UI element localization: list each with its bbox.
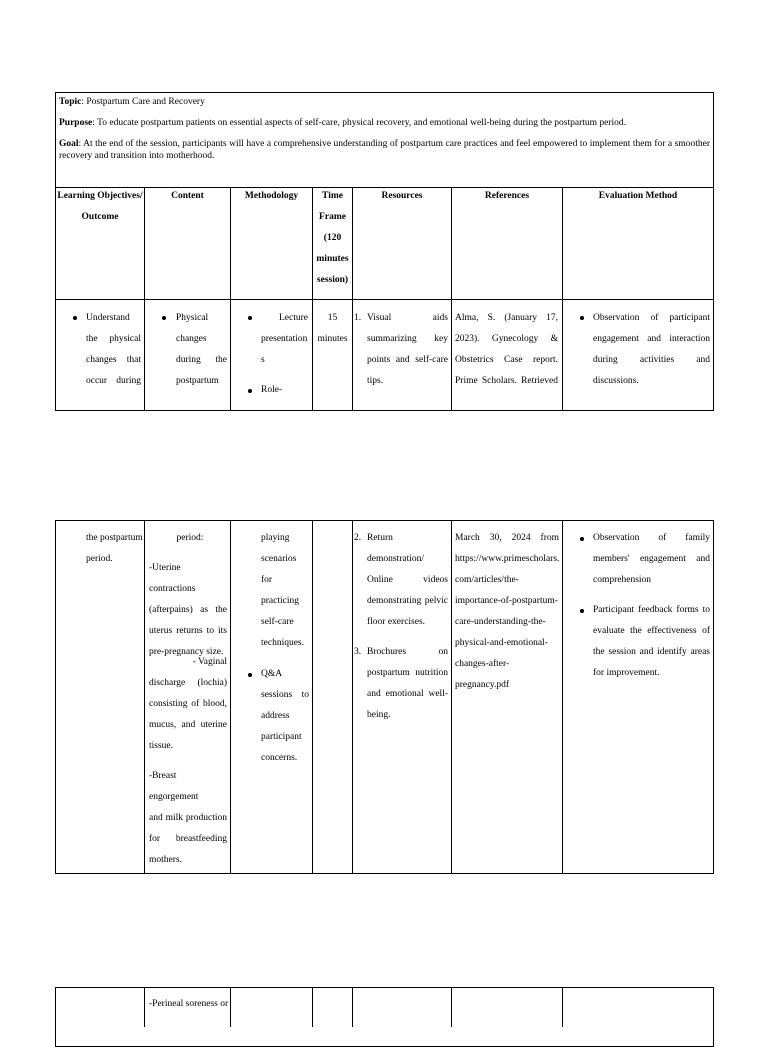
- col-header-methodology: Methodology: [244, 191, 299, 201]
- methodology-text: Lecture presentation s: [261, 313, 308, 365]
- purpose-label: Purpose: [59, 118, 93, 128]
- objective-text-cont: the postpartum period.: [86, 533, 143, 564]
- topic-text: : Postpartum Care and Recovery: [81, 97, 205, 107]
- reference-text: Alma, S. (January 17, 2023). Gynecology & Obstetrics Case report. Prime Scholars. Retrieved: [455, 313, 558, 386]
- resource-text: Visual aids summarizing key points and self-care tips.: [367, 313, 448, 386]
- evaluation-family: Observation of family members' engagement and comprehension: [593, 533, 710, 585]
- evaluation-feedback: Participant feedback forms to evaluate the effectiveness of the session and identify areas for improvement.: [593, 605, 710, 678]
- bullet-icon: [580, 537, 584, 541]
- resource-number: 3.: [354, 647, 362, 657]
- bullet-icon: [73, 316, 77, 320]
- content-perineal: -Perineal soreness or: [149, 999, 229, 1009]
- col-header-references: References: [484, 191, 530, 201]
- resource-brochures: Brochures on postpartum nutrition and emotional well- being.: [367, 647, 448, 720]
- time-text: 15 minutes: [317, 313, 348, 344]
- objective-text: Understand the physical changes that occur during: [86, 313, 141, 386]
- col-header-evaluation: Evaluation Method: [598, 191, 678, 201]
- topic-label: Topic: [59, 97, 82, 107]
- resource-videos: Return demonstration/ Online videos demonstrating pelvic floor exercises.: [367, 533, 448, 627]
- methodology-roleplay: playing scenarios for practicing self-care techniques.: [261, 533, 305, 648]
- reference-text-cont: March 30, 2024 from https://www.primescholars. com/articles/the- importance-of-postpartum- care-understanding-the- physical-and-emotional- changes-after- pregnancy.pdf: [455, 533, 560, 690]
- topic-line: [59, 92, 205, 112]
- goal-line-2: recovery and transition into motherhood.: [59, 151, 215, 161]
- methodology-text-role: Role-: [261, 385, 283, 395]
- col-header-time: Time Frame (120 minutes session): [316, 191, 349, 285]
- purpose-line: [59, 113, 626, 133]
- bullet-icon: [580, 316, 584, 320]
- col-header-content: Content: [171, 191, 204, 201]
- content-uterine: -Uterine contractions (afterpains) as the uterus returns to its pre-pregnancy size.: [149, 563, 227, 657]
- goal-text: : At the end of the session, participants will have a comprehensive understanding of postpartum care practices and feel empowered to implement them for a smoother: [78, 139, 710, 149]
- column-header-divider: [55, 299, 714, 300]
- bullet-icon: [248, 316, 252, 320]
- content-text: Physical changes during the postpartum: [176, 313, 227, 386]
- resource-number: 1.: [354, 313, 362, 323]
- resource-number: 2.: [354, 533, 362, 543]
- bullet-icon: [248, 389, 252, 393]
- content-intro: period:: [176, 533, 204, 543]
- goal-label: Goal: [59, 139, 79, 149]
- bullet-icon: [248, 673, 252, 677]
- content-breast: -Breast engorgement and milk production for breastfeeding mothers.: [149, 771, 227, 865]
- col-header-objectives: Learning Objectives/ Outcome: [57, 191, 143, 222]
- bullet-icon: [580, 609, 584, 613]
- purpose-text: : To educate postpartum patients on essential aspects of self-care, physical recovery, and emotional well-being during the postpartum period.: [92, 118, 627, 128]
- content-lochia: - Vaginal discharge (lochia) consisting of blood, mucus, and uterine tissue.: [149, 657, 227, 751]
- bullet-icon: [162, 316, 166, 320]
- col-header-resources: Resources: [381, 191, 423, 201]
- methodology-qa: Q&A sessions to address participant concerns.: [261, 669, 309, 763]
- evaluation-text: Observation of participant engagement and interaction during activities and discussions.: [593, 313, 710, 386]
